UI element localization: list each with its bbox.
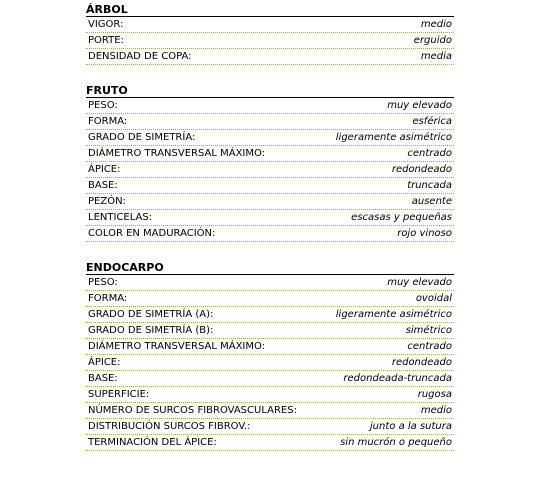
attribute-label: ÁPICE:: [88, 357, 121, 368]
section-title-fruto: FRUTO: [86, 81, 454, 98]
attribute-value: redondeado: [391, 164, 452, 175]
attribute-label: NÚMERO DE SURCOS FIBROVASCULARES:: [88, 405, 297, 416]
row-endocarpo-simetria-b: [86, 323, 454, 339]
attribute-value: ovoidal: [415, 293, 452, 304]
attribute-value: sin mucrón o pequeño: [340, 437, 452, 448]
row-endocarpo-superficie: [86, 387, 454, 403]
attribute-value: muy elevado: [387, 277, 452, 288]
attribute-label: COLOR EN MADURACIÓN:: [88, 228, 216, 239]
row-arbol-vigor: [86, 17, 454, 33]
attribute-label: SUPERFICIE:: [88, 389, 150, 400]
row-fruto-base: [86, 178, 454, 194]
attribute-value: medio: [420, 19, 452, 30]
attribute-value: erguido: [413, 35, 452, 46]
attribute-value: redondeado: [391, 357, 452, 368]
attribute-label: FORMA:: [88, 116, 128, 127]
row-fruto-pezon: [86, 194, 454, 210]
section-arbol: [86, 0, 454, 65]
attribute-value: simétrico: [405, 325, 452, 336]
attribute-value: ausente: [411, 196, 452, 207]
attribute-label: GRADO DE SIMETRÍA:: [88, 132, 196, 143]
attribute-value: rugosa: [417, 389, 452, 400]
section-title-arbol: ÁRBOL: [86, 0, 454, 17]
attribute-label: DIÁMETRO TRANSVERSAL MÁXIMO:: [88, 148, 266, 159]
row-fruto-apice: [86, 162, 454, 178]
row-endocarpo-numero-surcos: [86, 403, 454, 419]
row-endocarpo-forma: [86, 291, 454, 307]
attribute-value: ligeramente asimétrico: [335, 309, 452, 320]
attribute-value: redondeada-truncada: [343, 373, 452, 384]
row-fruto-simetria: [86, 130, 454, 146]
row-endocarpo-terminacion-apice: [86, 435, 454, 451]
attribute-label: ÁPICE:: [88, 164, 121, 175]
attribute-label: LENTICELAS:: [88, 212, 153, 223]
row-arbol-densidad-copa: [86, 49, 454, 65]
attribute-value: truncada: [407, 180, 452, 191]
attribute-label: PESO:: [88, 277, 118, 288]
attribute-label: TERMINACIÓN DEL ÁPICE:: [88, 437, 217, 448]
attribute-label: DENSIDAD DE COPA:: [88, 51, 192, 62]
section-spacer: [86, 65, 454, 81]
attribute-label: BASE:: [88, 373, 118, 384]
row-fruto-color: [86, 226, 454, 242]
row-endocarpo-base: [86, 371, 454, 387]
variety-description-sheet: [86, 0, 454, 451]
attribute-label: BASE:: [88, 180, 118, 191]
row-arbol-porte: [86, 33, 454, 49]
attribute-label: DIÁMETRO TRANSVERSAL MÁXIMO:: [88, 341, 266, 352]
row-endocarpo-simetria-a: [86, 307, 454, 323]
attribute-label: DISTRIBUCIÓN SURCOS FIBROV.:: [88, 421, 251, 432]
attribute-value: ligeramente asimétrico: [335, 132, 452, 143]
row-fruto-peso: [86, 98, 454, 114]
section-spacer: [86, 242, 454, 258]
attribute-value: junto a la sutura: [369, 421, 452, 432]
row-fruto-diametro: [86, 146, 454, 162]
attribute-value: escasas y pequeñas: [351, 212, 452, 223]
row-fruto-forma: [86, 114, 454, 130]
attribute-value: medio: [420, 405, 452, 416]
section-endocarpo: [86, 258, 454, 451]
attribute-label: PEZÓN:: [88, 196, 126, 207]
attribute-value: centrado: [407, 341, 452, 352]
attribute-label: GRADO DE SIMETRÍA (B):: [88, 325, 214, 336]
attribute-value: muy elevado: [387, 100, 452, 111]
row-endocarpo-apice: [86, 355, 454, 371]
attribute-label: PORTE:: [88, 35, 124, 46]
section-fruto: [86, 81, 454, 242]
attribute-value: rojo vinoso: [397, 228, 452, 239]
attribute-label: FORMA:: [88, 293, 128, 304]
attribute-label: GRADO DE SIMETRÍA (A):: [88, 309, 214, 320]
attribute-label: VIGOR:: [88, 19, 124, 30]
row-endocarpo-distribucion-surcos: [86, 419, 454, 435]
attribute-value: centrado: [407, 148, 452, 159]
attribute-label: PESO:: [88, 100, 118, 111]
attribute-value: media: [420, 51, 452, 62]
attribute-value: esférica: [412, 116, 452, 127]
section-title-endocarpo: ENDOCARPO: [86, 258, 454, 275]
row-fruto-lenticelas: [86, 210, 454, 226]
row-endocarpo-peso: [86, 275, 454, 291]
row-endocarpo-diametro: [86, 339, 454, 355]
